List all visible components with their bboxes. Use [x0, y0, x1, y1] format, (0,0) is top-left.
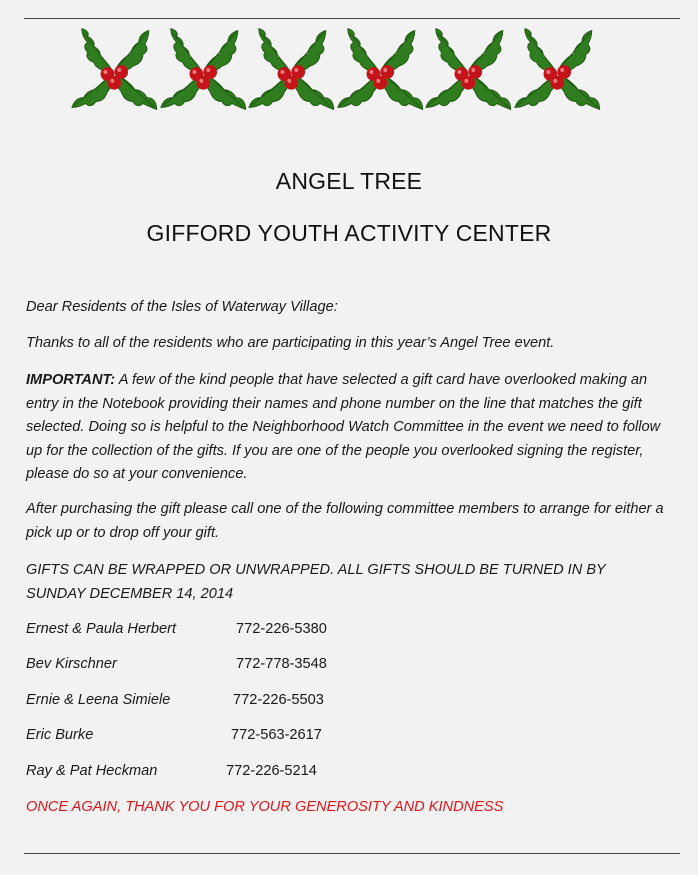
holly-icon	[247, 26, 336, 116]
contact-name: Ernest & Paula Herbert	[26, 621, 177, 637]
holly-icon	[513, 26, 602, 116]
after-purchase-paragraph: After purchasing the gift please call one of the following committee members to arrange for either a pick up or to drop off your gift.	[26, 501, 664, 541]
contact-row	[26, 653, 666, 675]
holly-icon	[159, 26, 248, 116]
contact-name: Ernie & Leena Simiele	[26, 692, 171, 708]
important-label: IMPORTANT:	[26, 372, 116, 388]
salutation: Dear Residents of the Isles of Waterway Village:	[26, 299, 338, 315]
holly-icon	[336, 26, 425, 116]
holly-icon	[424, 26, 513, 116]
contact-name: Ray & Pat Heckman	[26, 763, 158, 779]
thanks-paragraph: Thanks to all of the residents who are participating in this year’s Angel Tree event.	[26, 335, 555, 351]
top-divider	[24, 18, 680, 19]
important-text: A few of the kind people that have selected a gift card have overlooked making an entry in the Notebook providing their names and phone number on the line that matches the gift selected. Doing so is helpful to the Neighborhood Watch Committee in the event we need to follow up for the collection of the gifts. If you are one of the people you overlooked signing the register, please do so at your convenience.	[26, 372, 661, 482]
contact-phone: 772-226-5380	[236, 621, 327, 637]
contact-row	[26, 618, 666, 640]
contact-name: Bev Kirschner	[26, 656, 117, 672]
contact-phone: 772-778-3548	[236, 656, 327, 672]
holly-banner	[70, 26, 602, 116]
bottom-divider	[24, 853, 680, 854]
contact-name: Eric Burke	[26, 727, 94, 743]
contact-phone: 772-563-2617	[231, 727, 322, 743]
contact-phone: 772-226-5503	[233, 692, 324, 708]
gifts-notice: GIFTS CAN BE WRAPPED OR UNWRAPPED. ALL GIFTS SHOULD BE TURNED IN BY SUNDAY DECEMBER 14, 2014	[26, 562, 606, 602]
page-subtitle: GIFFORD YOUTH ACTIVITY CENTER	[146, 220, 552, 246]
page-title: ANGEL TREE	[275, 168, 423, 194]
closing-message: ONCE AGAIN, THANK YOU FOR YOUR GENEROSITY AND KINDNESS	[26, 799, 504, 815]
contact-row	[26, 689, 666, 711]
contact-row	[26, 760, 666, 782]
contact-phone: 772-226-5214	[226, 763, 317, 779]
holly-icon	[70, 26, 159, 116]
contact-row	[26, 724, 666, 746]
important-paragraph	[26, 369, 666, 487]
